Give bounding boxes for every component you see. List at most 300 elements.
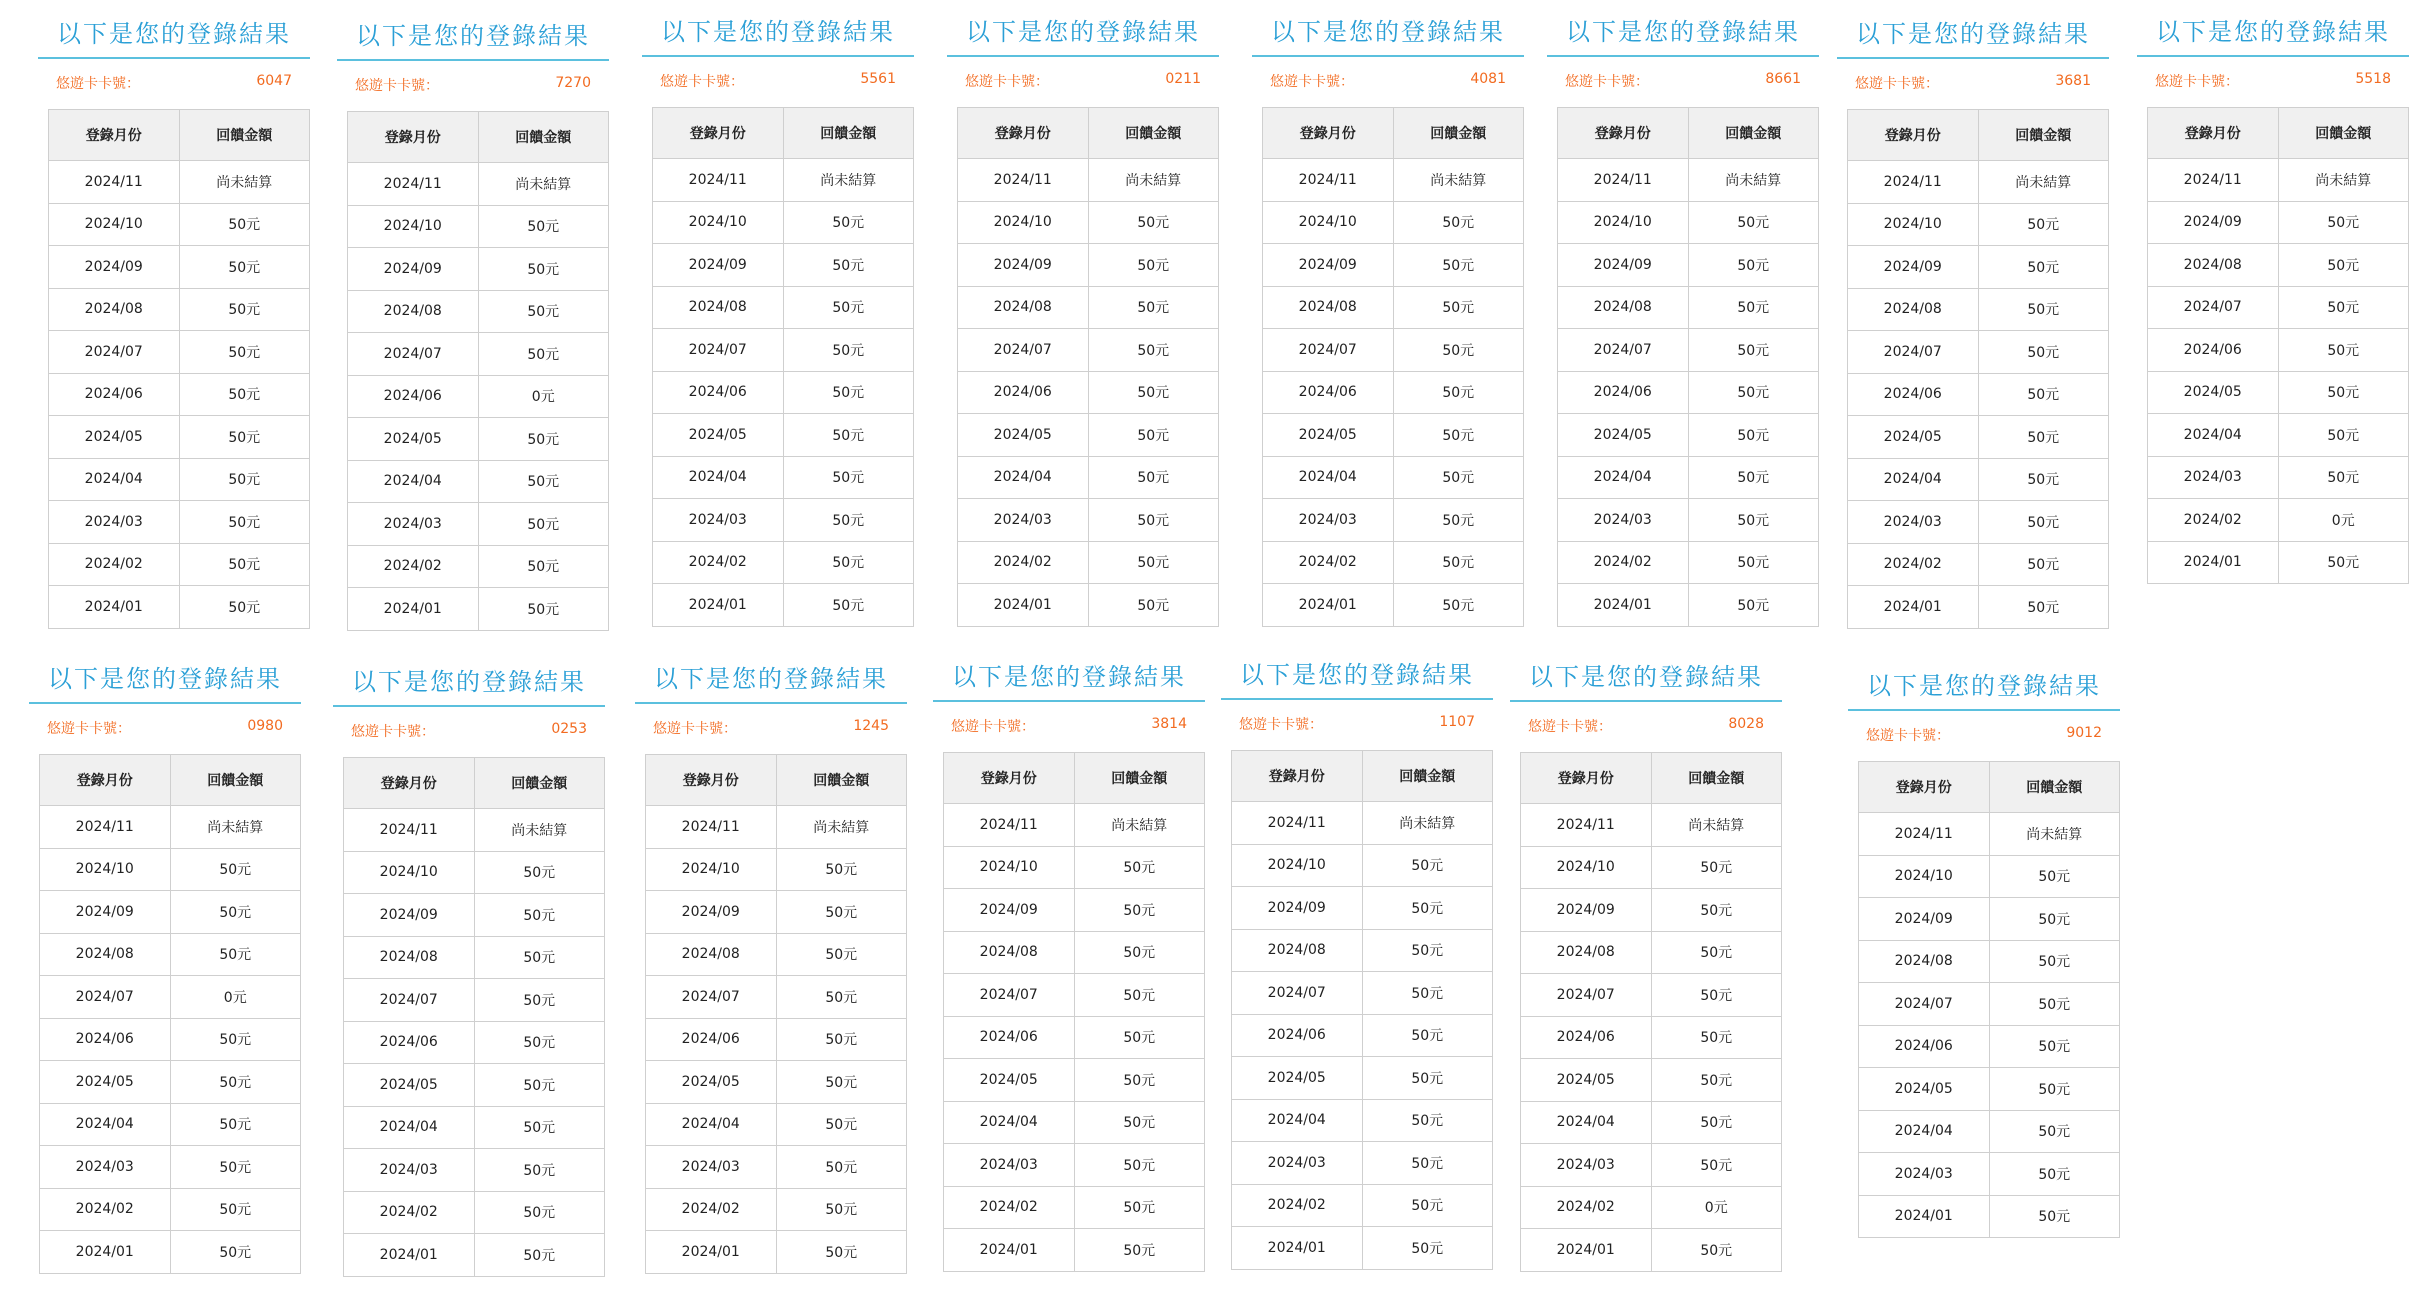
amount-cell: 50元 (1978, 501, 2109, 544)
table-row (348, 205, 609, 248)
column-header-month: 登錄月份 (646, 755, 777, 806)
month-cell: 2024/06 (49, 373, 180, 416)
table-row (1263, 286, 1524, 329)
table-row (2148, 541, 2409, 584)
amount-cell: 50元 (1393, 541, 1524, 584)
amount-cell: 50元 (1688, 584, 1819, 627)
amount-cell: 50元 (1688, 414, 1819, 457)
table-row (2148, 371, 2409, 414)
month-cell: 2024/08 (1859, 940, 1990, 983)
amount-cell: 50元 (1651, 1144, 1782, 1187)
result-panel (1837, 18, 2109, 629)
table-row (49, 586, 310, 629)
month-cell: 2024/05 (49, 416, 180, 459)
month-cell: 2024/02 (646, 1188, 777, 1231)
table-row (646, 1061, 907, 1104)
amount-cell: 50元 (1362, 1099, 1493, 1142)
panel-title: 以下是您的登錄結果 (2137, 16, 2409, 57)
month-cell: 2024/10 (40, 848, 171, 891)
table-row (1232, 844, 1493, 887)
table-row (646, 1103, 907, 1146)
card-number-label: 悠遊卡卡號： (1239, 717, 1323, 733)
month-cell: 2024/01 (49, 586, 180, 629)
month-cell: 2024/04 (40, 1103, 171, 1146)
result-panel (38, 18, 310, 629)
table-row (1558, 201, 1819, 244)
amount-cell: 50元 (1651, 1229, 1782, 1272)
month-cell: 2024/06 (1521, 1016, 1652, 1059)
card-number-label: 悠遊卡卡號： (653, 721, 737, 737)
panel-title: 以下是您的登錄結果 (1252, 16, 1524, 57)
table-row (344, 1064, 605, 1107)
amount-cell: 50元 (1978, 458, 2109, 501)
card-number-label: 悠遊卡卡號： (351, 724, 435, 740)
amount-cell: 尚未結算 (783, 159, 914, 202)
month-cell: 2024/01 (1848, 586, 1979, 629)
table-row (344, 1106, 605, 1149)
panel-title: 以下是您的登錄結果 (1848, 670, 2120, 711)
table-row (348, 503, 609, 546)
table-row (2148, 201, 2409, 244)
month-cell: 2024/03 (348, 503, 479, 546)
column-header-amount: 回饋金額 (1688, 108, 1819, 159)
table-header-row (1558, 108, 1819, 159)
column-header-month: 登錄月份 (344, 758, 475, 809)
column-header-month: 登錄月份 (1848, 110, 1979, 161)
amount-cell: 50元 (1074, 1229, 1205, 1272)
month-cell: 2024/04 (344, 1106, 475, 1149)
amount-cell: 50元 (1651, 1016, 1782, 1059)
card-number-value: 0253 (551, 721, 587, 737)
table-row (1859, 855, 2120, 898)
month-cell: 2024/05 (1848, 416, 1979, 459)
table-row (646, 806, 907, 849)
table-row (1848, 458, 2109, 501)
panel-title: 以下是您的登錄結果 (1510, 661, 1782, 702)
column-header-month: 登錄月份 (958, 108, 1089, 159)
card-number-value: 8028 (1728, 716, 1764, 732)
card-number-value: 5518 (2355, 71, 2391, 87)
table-row (653, 286, 914, 329)
month-cell: 2024/07 (1859, 983, 1990, 1026)
card-number-label: 悠遊卡卡號： (1565, 74, 1649, 90)
month-cell: 2024/02 (1558, 541, 1689, 584)
rebate-table (347, 111, 609, 631)
month-cell: 2024/02 (40, 1188, 171, 1231)
month-cell: 2024/09 (958, 244, 1089, 287)
month-cell: 2024/06 (653, 371, 784, 414)
table-row (1521, 889, 1782, 932)
month-cell: 2024/06 (2148, 329, 2279, 372)
month-cell: 2024/06 (958, 371, 1089, 414)
month-cell: 2024/05 (2148, 371, 2279, 414)
table-row (653, 244, 914, 287)
month-cell: 2024/07 (958, 329, 1089, 372)
table-row (348, 248, 609, 291)
table-row (1848, 161, 2109, 204)
table-row (646, 848, 907, 891)
card-number-label: 悠遊卡卡號： (1528, 719, 1612, 735)
rebate-table (1262, 107, 1524, 627)
month-cell: 2024/11 (40, 806, 171, 849)
table-row (40, 1018, 301, 1061)
amount-cell: 尚未結算 (474, 809, 605, 852)
table-header-row (653, 108, 914, 159)
table-row (646, 1231, 907, 1274)
table-row (40, 976, 301, 1019)
table-row (1521, 804, 1782, 847)
amount-cell: 50元 (1989, 1068, 2120, 1111)
amount-cell: 50元 (179, 586, 310, 629)
table-row (2148, 456, 2409, 499)
month-cell: 2024/09 (1232, 887, 1363, 930)
amount-cell: 50元 (170, 1103, 301, 1146)
amount-cell: 50元 (170, 1146, 301, 1189)
table-row (1521, 1144, 1782, 1187)
amount-cell: 50元 (1393, 414, 1524, 457)
table-row (958, 584, 1219, 627)
table-row (49, 373, 310, 416)
month-cell: 2024/11 (2148, 159, 2279, 202)
month-cell: 2024/06 (348, 375, 479, 418)
amount-cell: 50元 (1074, 1059, 1205, 1102)
card-number-label: 悠遊卡卡號： (1866, 728, 1950, 744)
column-header-amount: 回饋金額 (2278, 108, 2409, 159)
month-cell: 2024/04 (1263, 456, 1394, 499)
amount-cell: 50元 (1074, 1016, 1205, 1059)
table-row (1521, 1059, 1782, 1102)
amount-cell: 50元 (1074, 846, 1205, 889)
amount-cell: 50元 (179, 373, 310, 416)
amount-cell: 50元 (1978, 203, 2109, 246)
table-row (348, 163, 609, 206)
amount-cell: 50元 (474, 894, 605, 937)
amount-cell: 尚未結算 (1978, 161, 2109, 204)
table-row (958, 541, 1219, 584)
result-panel (1848, 670, 2120, 1238)
amount-cell: 50元 (1651, 931, 1782, 974)
month-cell: 2024/05 (40, 1061, 171, 1104)
amount-cell: 50元 (478, 418, 609, 461)
amount-cell: 50元 (170, 1061, 301, 1104)
month-cell: 2024/05 (646, 1061, 777, 1104)
card-number-row (1221, 700, 1493, 750)
month-cell: 2024/04 (348, 460, 479, 503)
month-cell: 2024/11 (646, 806, 777, 849)
table-row (1263, 584, 1524, 627)
card-number-label: 悠遊卡卡號： (1270, 74, 1354, 90)
card-number-label: 悠遊卡卡號： (56, 76, 140, 92)
table-row (646, 1146, 907, 1189)
table-row (1263, 499, 1524, 542)
column-header-month: 登錄月份 (1263, 108, 1394, 159)
month-cell: 2024/03 (1232, 1142, 1363, 1185)
rebate-table (943, 752, 1205, 1272)
month-cell: 2024/02 (2148, 499, 2279, 542)
amount-cell: 50元 (179, 203, 310, 246)
month-cell: 2024/05 (348, 418, 479, 461)
amount-cell: 50元 (1393, 456, 1524, 499)
amount-cell: 50元 (1688, 244, 1819, 287)
amount-cell: 50元 (1393, 201, 1524, 244)
month-cell: 2024/11 (958, 159, 1089, 202)
rebate-table (1557, 107, 1819, 627)
card-number-label: 悠遊卡卡號： (951, 719, 1035, 735)
amount-cell: 50元 (2278, 329, 2409, 372)
amount-cell: 尚未結算 (1651, 804, 1782, 847)
month-cell: 2024/03 (1859, 1153, 1990, 1196)
table-row (40, 891, 301, 934)
table-row (944, 1144, 1205, 1187)
amount-cell: 50元 (1688, 286, 1819, 329)
column-header-amount: 回饋金額 (1651, 753, 1782, 804)
month-cell: 2024/06 (1263, 371, 1394, 414)
month-cell: 2024/04 (2148, 414, 2279, 457)
month-cell: 2024/10 (1521, 846, 1652, 889)
result-panel (29, 663, 301, 1274)
month-cell: 2024/06 (944, 1016, 1075, 1059)
table-row (653, 201, 914, 244)
table-row (1558, 244, 1819, 287)
month-cell: 2024/09 (1558, 244, 1689, 287)
table-row (944, 889, 1205, 932)
table-row (1558, 329, 1819, 372)
panel-title: 以下是您的登錄結果 (333, 666, 605, 707)
card-number-row (642, 57, 914, 107)
amount-cell: 50元 (1362, 972, 1493, 1015)
table-row (1521, 1229, 1782, 1272)
table-row (1848, 416, 2109, 459)
rebate-table (1858, 761, 2120, 1238)
table-row (1859, 813, 2120, 856)
amount-cell: 50元 (1989, 940, 2120, 983)
table-row (40, 933, 301, 976)
table-row (1521, 846, 1782, 889)
amount-cell: 50元 (1989, 1110, 2120, 1153)
amount-cell: 尚未結算 (1989, 813, 2120, 856)
amount-cell: 50元 (1688, 499, 1819, 542)
month-cell: 2024/05 (1263, 414, 1394, 457)
amount-cell: 50元 (1978, 331, 2109, 374)
table-row (40, 1146, 301, 1189)
month-cell: 2024/08 (348, 290, 479, 333)
table-row (958, 201, 1219, 244)
month-cell: 2024/07 (1521, 974, 1652, 1017)
table-row (958, 159, 1219, 202)
card-number-row (635, 704, 907, 754)
month-cell: 2024/09 (944, 889, 1075, 932)
card-number-row (333, 707, 605, 757)
amount-cell: 50元 (776, 848, 907, 891)
month-cell: 2024/09 (348, 248, 479, 291)
month-cell: 2024/01 (344, 1234, 475, 1277)
month-cell: 2024/06 (1848, 373, 1979, 416)
amount-cell: 50元 (783, 329, 914, 372)
amount-cell: 0元 (2278, 499, 2409, 542)
amount-cell: 0元 (1651, 1186, 1782, 1229)
table-row (1558, 414, 1819, 457)
month-cell: 2024/05 (944, 1059, 1075, 1102)
amount-cell: 50元 (1088, 329, 1219, 372)
table-row (2148, 329, 2409, 372)
month-cell: 2024/08 (2148, 244, 2279, 287)
table-row (1232, 972, 1493, 1015)
month-cell: 2024/11 (1859, 813, 1990, 856)
month-cell: 2024/05 (1558, 414, 1689, 457)
month-cell: 2024/02 (1263, 541, 1394, 584)
table-row (344, 809, 605, 852)
result-panel (2137, 16, 2409, 584)
amount-cell: 50元 (1651, 889, 1782, 932)
table-row (1859, 1153, 2120, 1196)
table-row (348, 290, 609, 333)
amount-cell: 50元 (478, 205, 609, 248)
table-row (958, 456, 1219, 499)
card-number-value: 9012 (2066, 725, 2102, 741)
amount-cell: 50元 (1362, 844, 1493, 887)
month-cell: 2024/04 (958, 456, 1089, 499)
column-header-amount: 回饋金額 (1989, 762, 2120, 813)
table-row (344, 1191, 605, 1234)
table-row (653, 456, 914, 499)
table-row (1263, 414, 1524, 457)
column-header-amount: 回饋金額 (179, 110, 310, 161)
card-number-row (947, 57, 1219, 107)
amount-cell: 50元 (474, 1064, 605, 1107)
column-header-month: 登錄月份 (49, 110, 180, 161)
amount-cell: 50元 (478, 248, 609, 291)
amount-cell: 50元 (1074, 1186, 1205, 1229)
amount-cell: 50元 (1088, 201, 1219, 244)
card-number-label: 悠遊卡卡號： (2155, 74, 2239, 90)
result-panel (1547, 16, 1819, 627)
table-header-row (1263, 108, 1524, 159)
amount-cell: 50元 (776, 1188, 907, 1231)
amount-cell: 尚未結算 (170, 806, 301, 849)
panel-title: 以下是您的登錄結果 (933, 661, 1205, 702)
month-cell: 2024/02 (653, 541, 784, 584)
amount-cell: 50元 (179, 458, 310, 501)
table-row (49, 501, 310, 544)
amount-cell: 50元 (2278, 286, 2409, 329)
result-panel (1221, 659, 1493, 1270)
result-panel (333, 666, 605, 1277)
month-cell: 2024/09 (1263, 244, 1394, 287)
month-cell: 2024/07 (1232, 972, 1363, 1015)
amount-cell: 尚未結算 (1688, 159, 1819, 202)
amount-cell: 50元 (1989, 1025, 2120, 1068)
month-cell: 2024/07 (348, 333, 479, 376)
amount-cell: 50元 (1978, 416, 2109, 459)
month-cell: 2024/11 (653, 159, 784, 202)
table-row (1859, 983, 2120, 1026)
month-cell: 2024/05 (1859, 1068, 1990, 1111)
amount-cell: 50元 (474, 851, 605, 894)
amount-cell: 50元 (179, 416, 310, 459)
table-row (1232, 887, 1493, 930)
table-row (1848, 501, 2109, 544)
amount-cell: 50元 (1688, 541, 1819, 584)
amount-cell: 50元 (179, 543, 310, 586)
card-number-value: 6047 (256, 73, 292, 89)
amount-cell: 50元 (1088, 371, 1219, 414)
month-cell: 2024/08 (40, 933, 171, 976)
table-row (49, 416, 310, 459)
amount-cell: 50元 (776, 976, 907, 1019)
table-row (653, 159, 914, 202)
rebate-table (343, 757, 605, 1277)
column-header-amount: 回饋金額 (1074, 753, 1205, 804)
month-cell: 2024/01 (2148, 541, 2279, 584)
table-row (40, 1103, 301, 1146)
rebate-table (48, 109, 310, 629)
table-row (348, 545, 609, 588)
rebate-table (645, 754, 907, 1274)
card-number-row (2137, 57, 2409, 107)
rebate-table (957, 107, 1219, 627)
month-cell: 2024/03 (49, 501, 180, 544)
card-number-value: 8661 (1765, 71, 1801, 87)
table-row (1263, 456, 1524, 499)
month-cell: 2024/06 (1232, 1014, 1363, 1057)
amount-cell: 50元 (783, 371, 914, 414)
table-row (646, 976, 907, 1019)
table-row (344, 1021, 605, 1064)
table-row (1859, 1068, 2120, 1111)
amount-cell: 50元 (776, 1061, 907, 1104)
month-cell: 2024/09 (646, 891, 777, 934)
month-cell: 2024/11 (1232, 802, 1363, 845)
month-cell: 2024/01 (1521, 1229, 1652, 1272)
table-row (348, 375, 609, 418)
result-panel (1252, 16, 1524, 627)
panel-title: 以下是您的登錄結果 (1547, 16, 1819, 57)
month-cell: 2024/09 (2148, 201, 2279, 244)
amount-cell: 50元 (1362, 1014, 1493, 1057)
amount-cell: 50元 (1978, 373, 2109, 416)
month-cell: 2024/11 (1521, 804, 1652, 847)
amount-cell: 50元 (170, 933, 301, 976)
amount-cell: 50元 (1088, 456, 1219, 499)
table-row (1521, 1016, 1782, 1059)
month-cell: 2024/05 (344, 1064, 475, 1107)
card-number-label: 悠遊卡卡號： (1855, 76, 1939, 92)
table-row (653, 499, 914, 542)
month-cell: 2024/10 (653, 201, 784, 244)
amount-cell: 50元 (170, 891, 301, 934)
table-row (1859, 898, 2120, 941)
month-cell: 2024/02 (944, 1186, 1075, 1229)
rebate-table (652, 107, 914, 627)
month-cell: 2024/10 (1232, 844, 1363, 887)
column-header-month: 登錄月份 (1521, 753, 1652, 804)
month-cell: 2024/10 (344, 851, 475, 894)
table-header-row (2148, 108, 2409, 159)
amount-cell: 50元 (478, 503, 609, 546)
table-row (1558, 286, 1819, 329)
amount-cell: 50元 (2278, 244, 2409, 287)
table-row (1848, 203, 2109, 246)
table-row (344, 1149, 605, 1192)
month-cell: 2024/08 (944, 931, 1075, 974)
table-row (348, 460, 609, 503)
amount-cell: 50元 (783, 414, 914, 457)
amount-cell: 50元 (1978, 586, 2109, 629)
card-number-value: 0211 (1165, 71, 1201, 87)
amount-cell: 50元 (1393, 371, 1524, 414)
table-row (1521, 1101, 1782, 1144)
result-panel (947, 16, 1219, 627)
